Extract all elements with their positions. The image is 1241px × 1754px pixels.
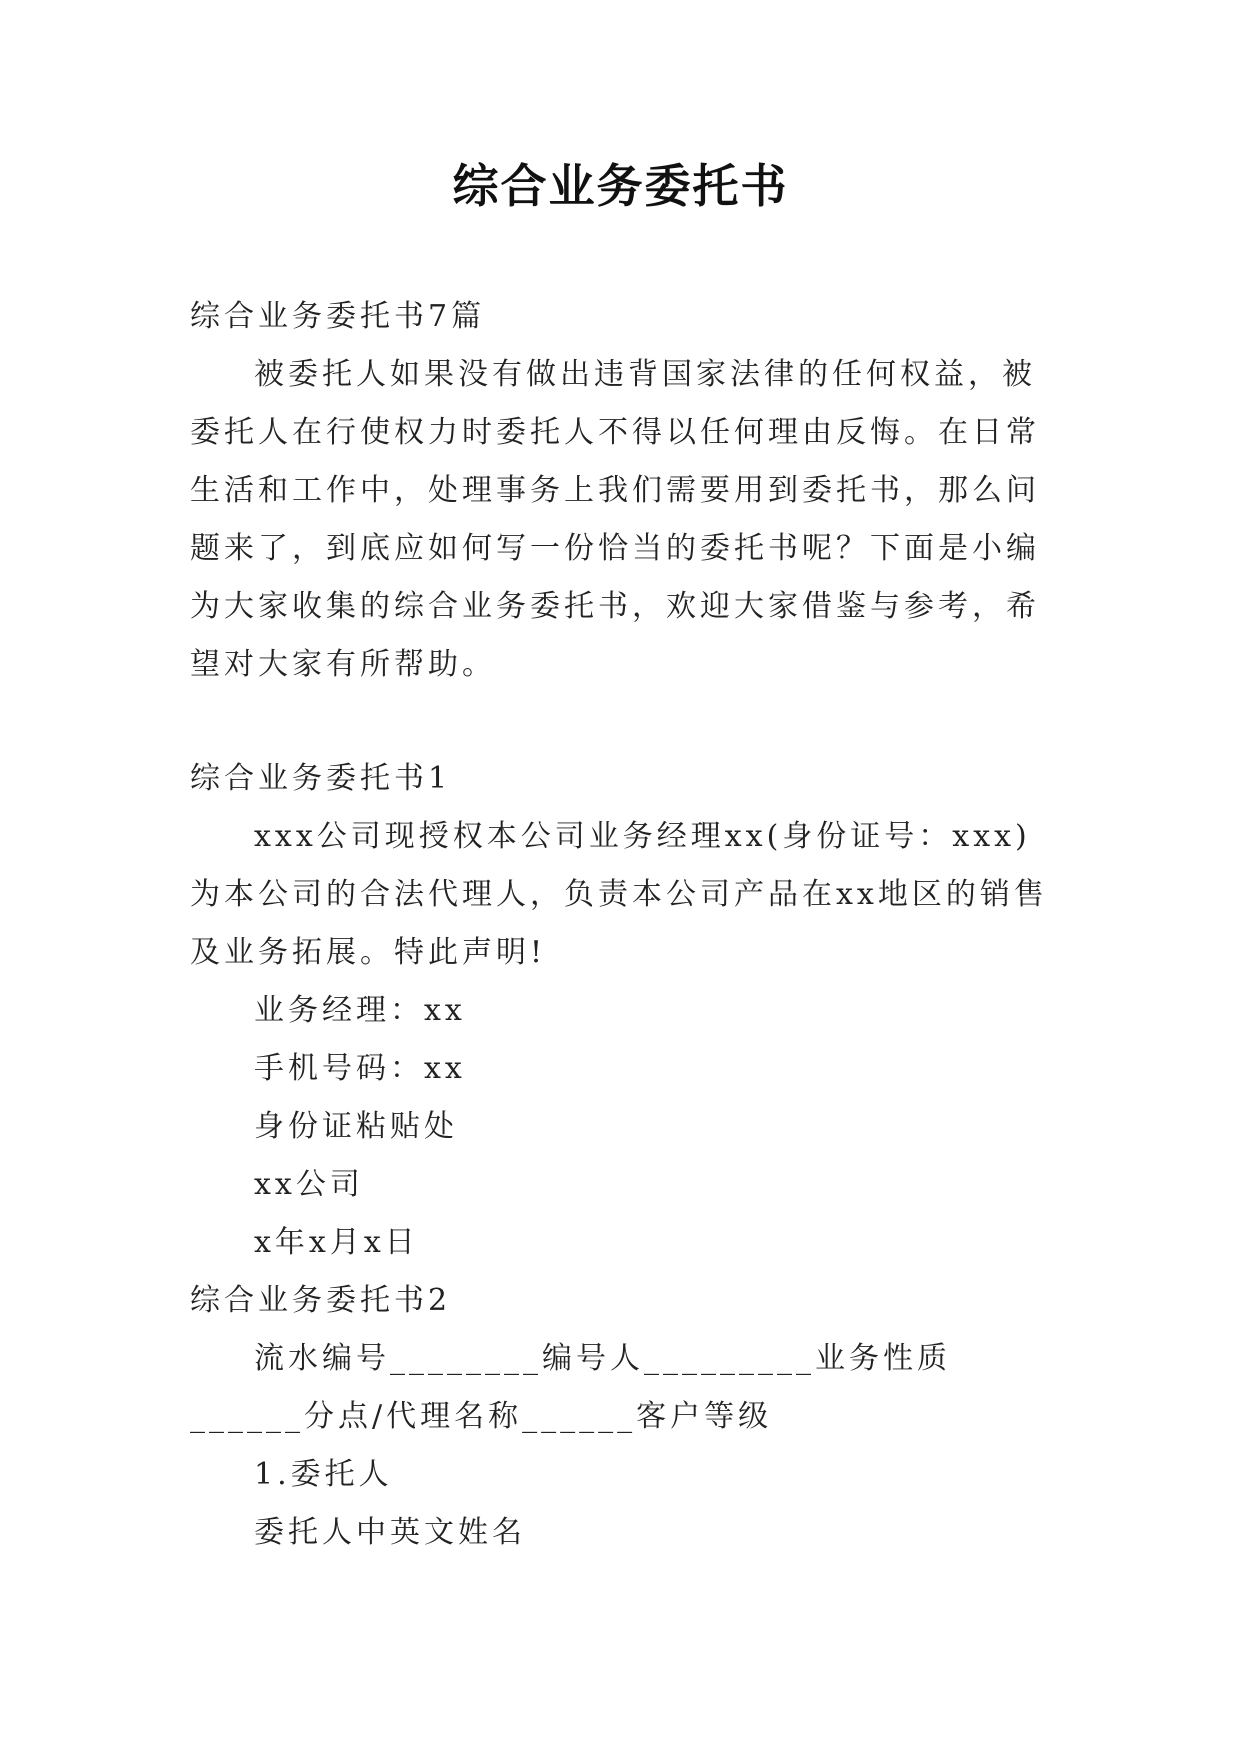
intro-paragraph: 被委托人如果没有做出违背国家法律的任何权益，被委托人在行使权力时委托人不得以任何理由反悔。在日常生活和工作中，处理事务上我们需要用到委托书，那么问题来了，到底应如何写一份恰当的委托书呢？下面是小编为大家收集的综合业务委托书，欢迎大家借鉴与参考，希望对大家有所帮助。 [190, 357, 1040, 682]
section2-heading: 综合业务委托书2 [190, 1283, 452, 1318]
document-body [190, 288, 1050, 1562]
section1-heading: 综合业务委托书1 [190, 761, 452, 796]
section1-body: xxx公司现授权本公司业务经理xx(身份证号：xxx)为本公司的合法代理人，负责本公司产品在xx地区的销售及业务拓展。特此声明! [190, 819, 1048, 970]
section1-company: xx公司 [254, 1167, 364, 1202]
section1-manager: 业务经理：xx [254, 993, 466, 1028]
section1-phone: 手机号码：xx [254, 1051, 466, 1086]
section2-item2: 委托人中英文姓名 [254, 1515, 526, 1550]
section2-item1: 1.委托人 [254, 1457, 393, 1492]
document-title: 综合业务委托书 [452, 159, 789, 213]
document-subtitle: 综合业务委托书7篇 [190, 299, 486, 334]
section1-date: x年x月x日 [254, 1225, 419, 1260]
section2-form-line: 流水编号________编号人_________业务性质______分点/代理名称______客户等级 [190, 1341, 951, 1434]
section1-id-paste: 身份证粘贴处 [254, 1109, 458, 1144]
